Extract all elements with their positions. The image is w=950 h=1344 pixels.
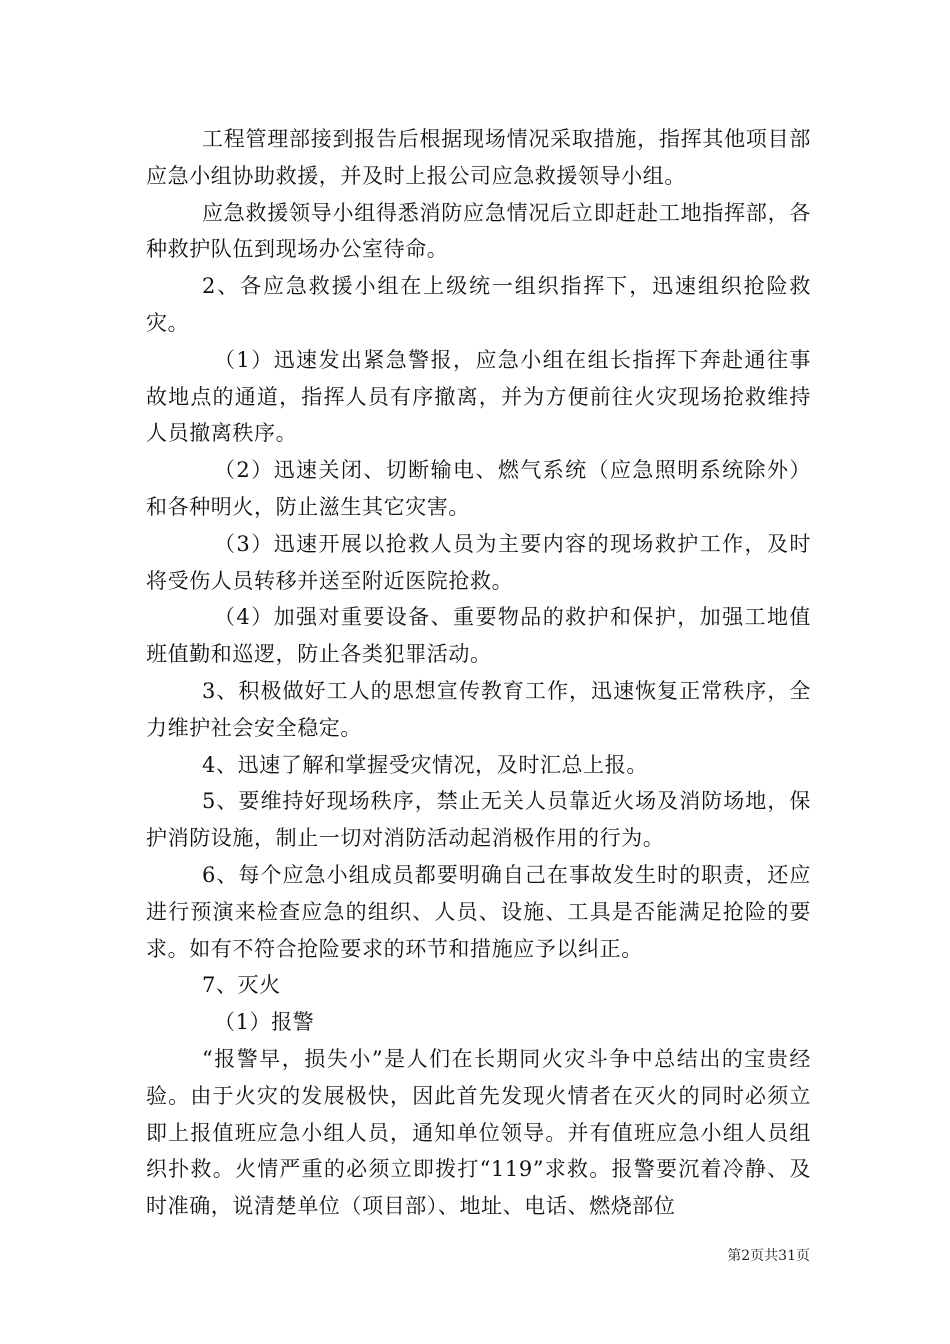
paragraph-item-3: 3、积极做好工人的思想宣传教育工作，迅速恢复正常秩序，全力维护社会安全稳定。 [146,678,811,740]
subheading-alarm: （1）报警 [214,1010,315,1035]
paragraph-report-handling: 工程管理部接到报告后根据现场情况采取措施，指挥其他项目部应急小组协助救援，并及时上报公司应急救援领导小组。 [146,127,811,188]
paragraph-item-6: 6、每个应急小组成员都要明确自己在事故发生时的职责，还应进行预演来检查应急的组织、人员、设施、工具是否能满足抢险的要求。如有不符合抢险要求的环节和措施应予以纠正。 [146,862,811,961]
paragraph-item-5: 5、要维持好现场秩序，禁止无关人员靠近火场及消防场地，保护消防设施，制止一切对消防活动起消极作用的行为。 [146,789,811,851]
page-number-footer: 第2页共31页 [727,1248,810,1264]
paragraph-alarm-details: “报警早，损失小”是人们在长期同火灾斗争中总结出的宝贵经验。由于火灾的发展极快，因此首先发现火情者在灭火的同时必须立即上报值班应急小组人员，通知单位领导。并有值班应急小组人员组织扑救。火情严重的必须立即拨打“119”求救。报警要沉着冷静、及时准确，说清楚单位（项目部）、地址、电话、燃烧部位 [146,1046,811,1219]
paragraph-subitem-3: （3）迅速开展以抢救人员为主要内容的现场救护工作，及时将受伤人员转移并送至附近医院抢救。 [146,531,811,593]
paragraph-leadership-response: 应急救援领导小组得悉消防应急情况后立即赶赴工地指挥部，各种救护队伍到现场办公室待命。 [146,200,811,262]
section-heading-fire-fighting: 7、灭火 [202,973,281,998]
document-body [146,121,811,1225]
paragraph-item-4: 4、迅速了解和掌握受灾情况，及时汇总上报。 [202,752,648,777]
paragraph-subitem-2: （2）迅速关闭、切断输电、燃气系统（应急照明系统除外）和各种明火，防止滋生其它灾害。 [146,458,811,519]
paragraph-item-2: 2、各应急救援小组在上级统一组织指挥下，迅速组织抢险救灾。 [146,274,811,335]
paragraph-subitem-4: （4）加强对重要设备、重要物品的救护和保护，加强工地值班值勤和巡逻，防止各类犯罪活动。 [146,605,811,667]
paragraph-subitem-1: （1）迅速发出紧急警报，应急小组在组长指挥下奔赴通往事故地点的通道，指挥人员有序撤离，并为方便前往火灾现场抢救维持人员撤离秩序。 [146,347,811,446]
